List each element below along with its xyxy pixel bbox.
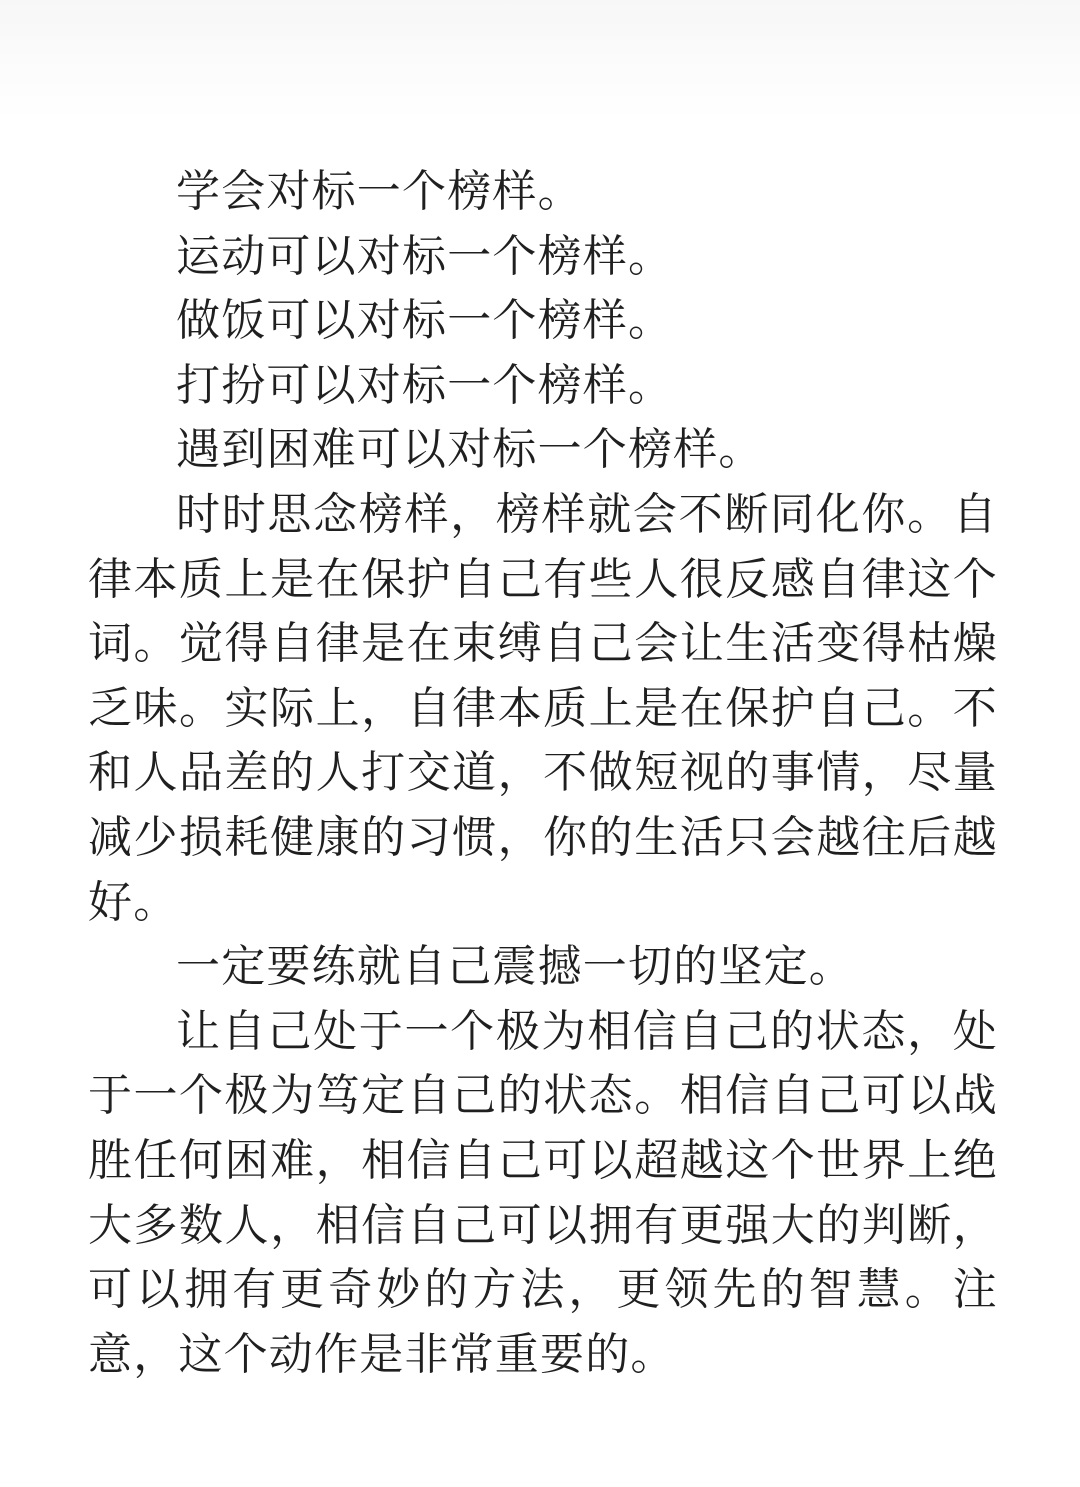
article-body [88,160,998,1387]
paragraph-7: 一定要练就自己震撼一切的坚定。 [176,941,854,993]
paragraph-4: 打扮可以对标一个榜样。 [176,359,674,411]
paragraph-2: 运动可以对标一个榜样。 [176,230,674,282]
paragraph-6: 时时思念榜样，榜样就会不断同化你。自律本质上是在保护自己有些人很反感自律这个词。觉得自律是在束缚自己会让生活变得枯燥乏味。实际上，自律本质上是在保护自己。不和人品差的人打交道，不做短视的事情，尽量减少损耗健康的习惯，你的生活只会越往后越好。 [88,488,998,928]
paragraph-5: 遇到困难可以对标一个榜样。 [176,424,764,476]
paragraph-1: 学会对标一个榜样。 [176,166,583,217]
paragraph-3: 做饭可以对标一个榜样。 [176,295,674,347]
paragraph-8: 让自己处于一个极为相信自己的状态，处于一个极为笃定自己的状态。相信自己可以战胜任何困难，相信自己可以超越这个世界上绝大多数人，相信自己可以拥有更强大的判断，可以拥有更奇妙的方法，更领先的智慧。注意，这个动作是非常重要的。 [88,1005,998,1380]
